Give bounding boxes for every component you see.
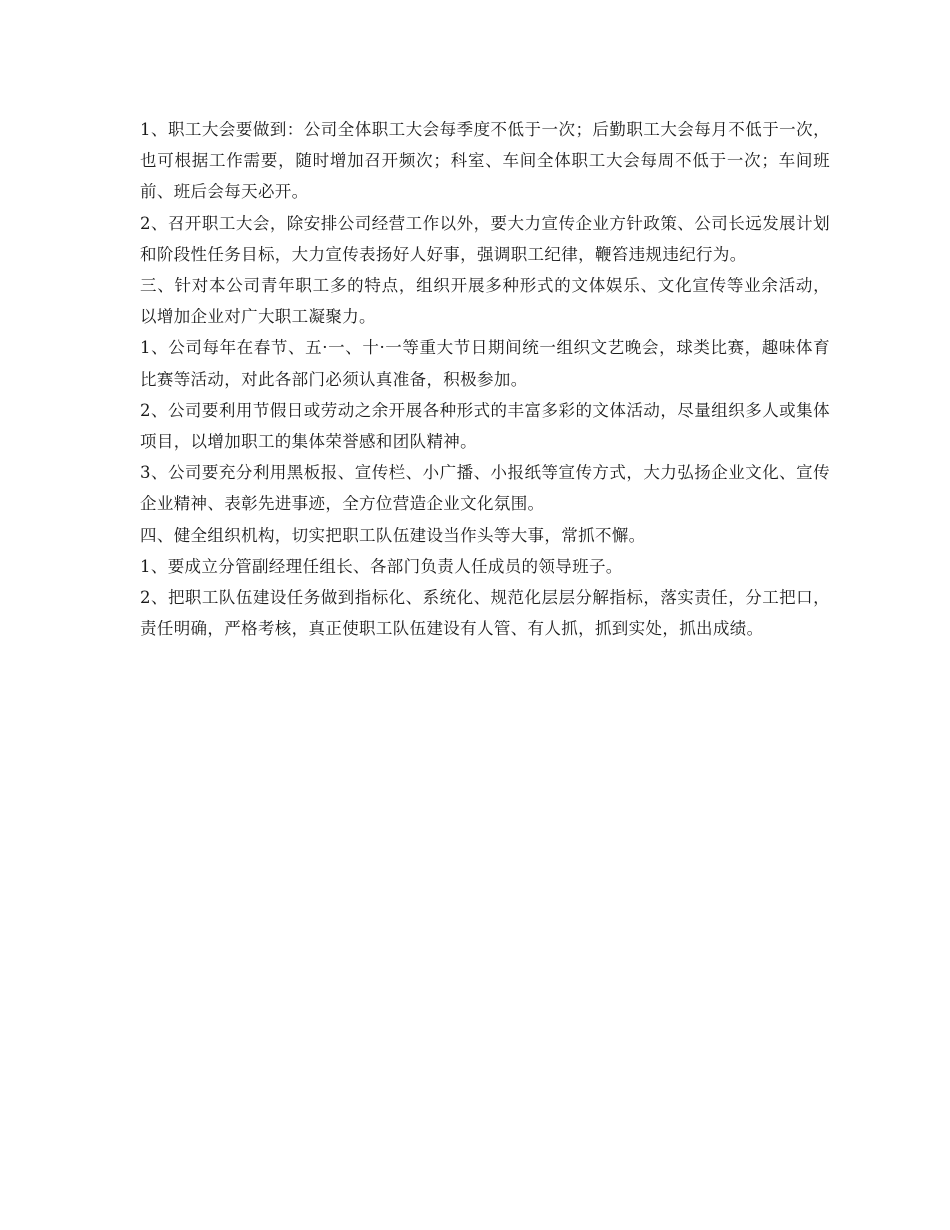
paragraph-5: 2、公司要利用节假日或劳动之余开展各种形式的丰富多彩的文体活动，尽量组织多人或集体项目，以增加职工的集体荣誉感和团队精神。	[140, 400, 830, 452]
paragraph-2: 2、召开职工大会，除安排公司经营工作以外，要大力宣传企业方针政策、公司长远发展计划和阶段性任务目标，大力宣传表扬好人好事，强调职工纪律，鞭笞违规违纪行为。	[140, 213, 830, 264]
paragraph-1: 1、职工大会要做到：公司全体职工大会每季度不低于一次；后勤职工大会每月不低于一次，也可根据工作需要，随时增加召开频次；科室、车间全体职工大会每周不低于一次；车间班前、班后会每天必开。	[140, 120, 830, 202]
paragraph-4: 1、公司每年在春节、五·一、十·一等重大节日期间统一组织文艺晚会，球类比赛，趣味体育比赛等活动，对此各部门必须认真准备，积极参加。	[140, 338, 830, 389]
paragraph-3: 三、针对本公司青年职工多的特点，组织开展多种形式的文体娱乐、文化宣传等业余活动，以增加企业对广大职工凝聚力。	[140, 276, 830, 327]
paragraph-8: 1、要成立分管副经理任组长、各部门负责人任成员的领导班子。	[140, 556, 623, 576]
paragraph-9: 2、把职工队伍建设任务做到指标化、系统化、规范化层层分解指标，落实责任，分工把口，责任明确，严格考核，真正使职工队伍建设有人管、有人抓，抓到实处，抓出成绩。	[140, 588, 830, 639]
paragraph-7: 四、健全组织机构，切实把职工队伍建设当作头等大事，常抓不懈。	[140, 525, 646, 545]
document-body	[140, 114, 830, 644]
paragraph-6: 3、公司要充分利用黑板报、宣传栏、小广播、小报纸等宣传方式，大力弘扬企业文化、宣传企业精神、表彰先进事迹，全方位营造企业文化氛围。	[140, 463, 830, 514]
